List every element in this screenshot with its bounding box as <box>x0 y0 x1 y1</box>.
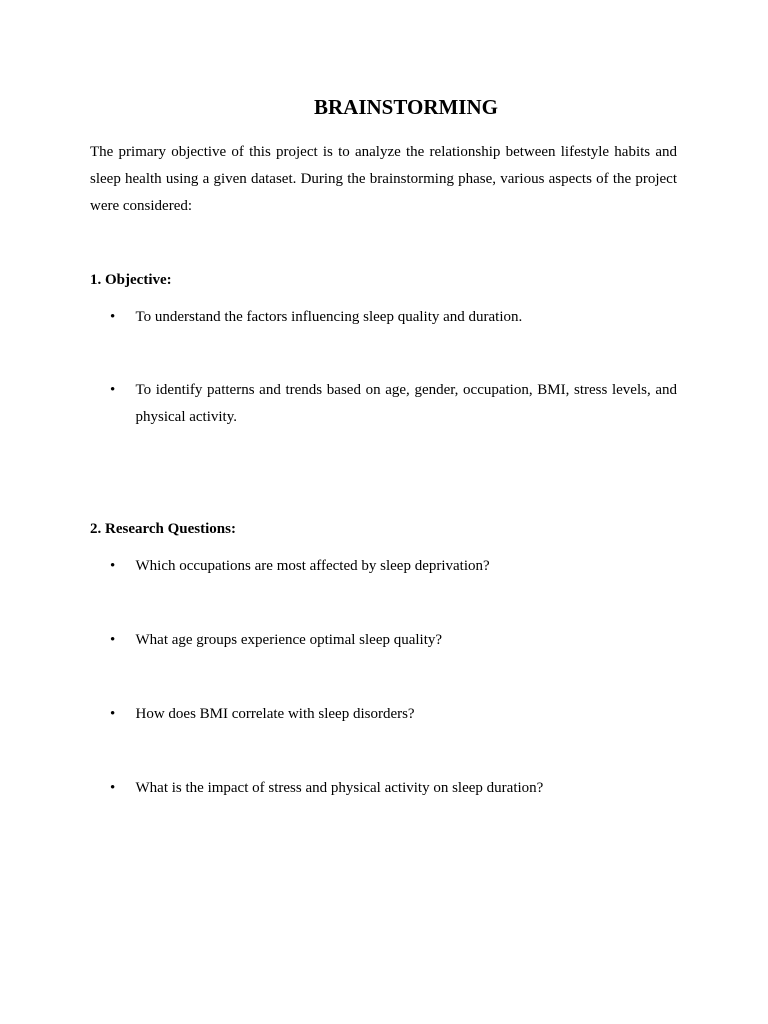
list-item <box>110 304 677 331</box>
bullet-icon: • <box>110 632 116 648</box>
list-item-text: What age groups experience optimal sleep quality? <box>135 632 443 648</box>
list-item <box>110 775 677 802</box>
list-item-text: How does BMI correlate with sleep disorders? <box>135 706 415 722</box>
list-item-text: What is the impact of stress and physical activity on sleep duration? <box>135 780 544 796</box>
bullet-icon: • <box>110 780 116 796</box>
list-item <box>110 377 677 431</box>
intro-paragraph: The primary objective of this project is to analyze the relationship between lifestyle habits and sleep health using a given dataset. During the brainstorming phase, various aspects of the project were considered: <box>90 144 677 214</box>
bullet-icon: • <box>110 558 116 574</box>
list-item-text: Which occupations are most affected by sleep deprivation? <box>135 558 490 574</box>
list-item-text: To understand the factors influencing sleep quality and duration. <box>135 309 523 325</box>
bullet-icon: • <box>110 382 116 398</box>
list-item <box>110 553 677 580</box>
list-item <box>110 627 677 654</box>
bullet-icon: • <box>110 309 116 325</box>
section-heading-objective: 1. Objective: <box>90 272 172 288</box>
bullet-icon: • <box>110 706 116 722</box>
section-heading-research-questions: 2. Research Questions: <box>90 521 236 537</box>
page-title: BRAINSTORMING <box>314 95 498 119</box>
list-item <box>110 701 677 728</box>
list-item-text: To identify patterns and trends based on age, gender, occupation, BMI, stress levels, and physical activity. <box>135 382 677 425</box>
